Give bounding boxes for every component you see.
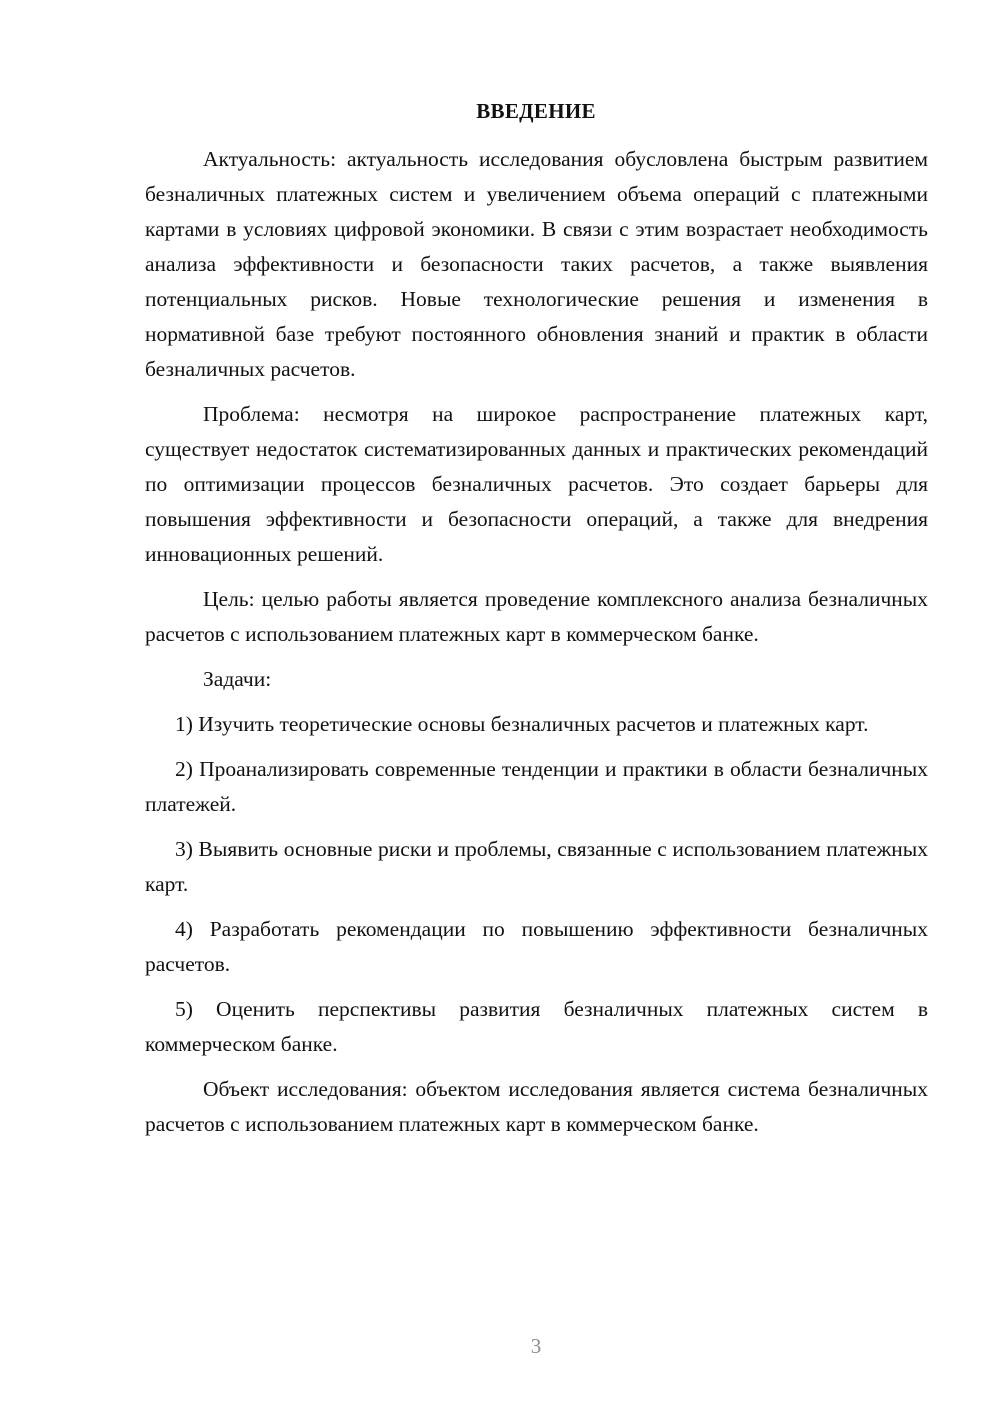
document-body <box>145 142 928 1142</box>
task-item: 4) Разработать рекомендации по повышению эффективности безналичных расчетов. <box>145 917 928 976</box>
paragraph-goal: Цель: целью работы является проведение комплексного анализа безналичных расчетов с использованием платежных карт в коммерческом банке. <box>145 587 928 646</box>
task-item: 5) Оценить перспективы развития безналичных платежных систем в коммерческом банке. <box>145 997 928 1056</box>
paragraph-relevance: Актуальность: актуальность исследования обусловлена быстрым развитием безналичных платежных систем и увеличением объема операций с платежными картами в условиях цифровой экономики. В связи с этим возрастает необходимость анализа эффективности и безопасности таких расчетов, а также выявления потенциальных рисков. Новые технологические решения и изменения в нормативной базе требуют постоянного обновления знаний и практик в области безналичных расчетов. <box>145 147 928 381</box>
page-title: ВВЕДЕНИЕ <box>476 99 596 123</box>
task-item: 3) Выявить основные риски и проблемы, связанные с использованием платежных карт. <box>145 837 928 896</box>
tasks-heading: Задачи: <box>203 667 272 691</box>
paragraph-problem: Проблема: несмотря на широкое распространение платежных карт, существует недостаток систематизированных данных и практических рекомендаций по оптимизации процессов безналичных расчетов. Это создает барьеры для повышения эффективности и безопасности операций, а также для внедрения инновационных решений. <box>145 402 928 566</box>
paragraph-object: Объект исследования: объектом исследования является система безналичных расчетов с использованием платежных карт в коммерческом банке. <box>145 1077 928 1136</box>
page-number: 3 <box>530 1334 542 1358</box>
task-item: 1) Изучить теоретические основы безналичных расчетов и платежных карт. <box>175 712 869 736</box>
task-item: 2) Проанализировать современные тенденции и практики в области безналичных платежей. <box>145 757 928 816</box>
